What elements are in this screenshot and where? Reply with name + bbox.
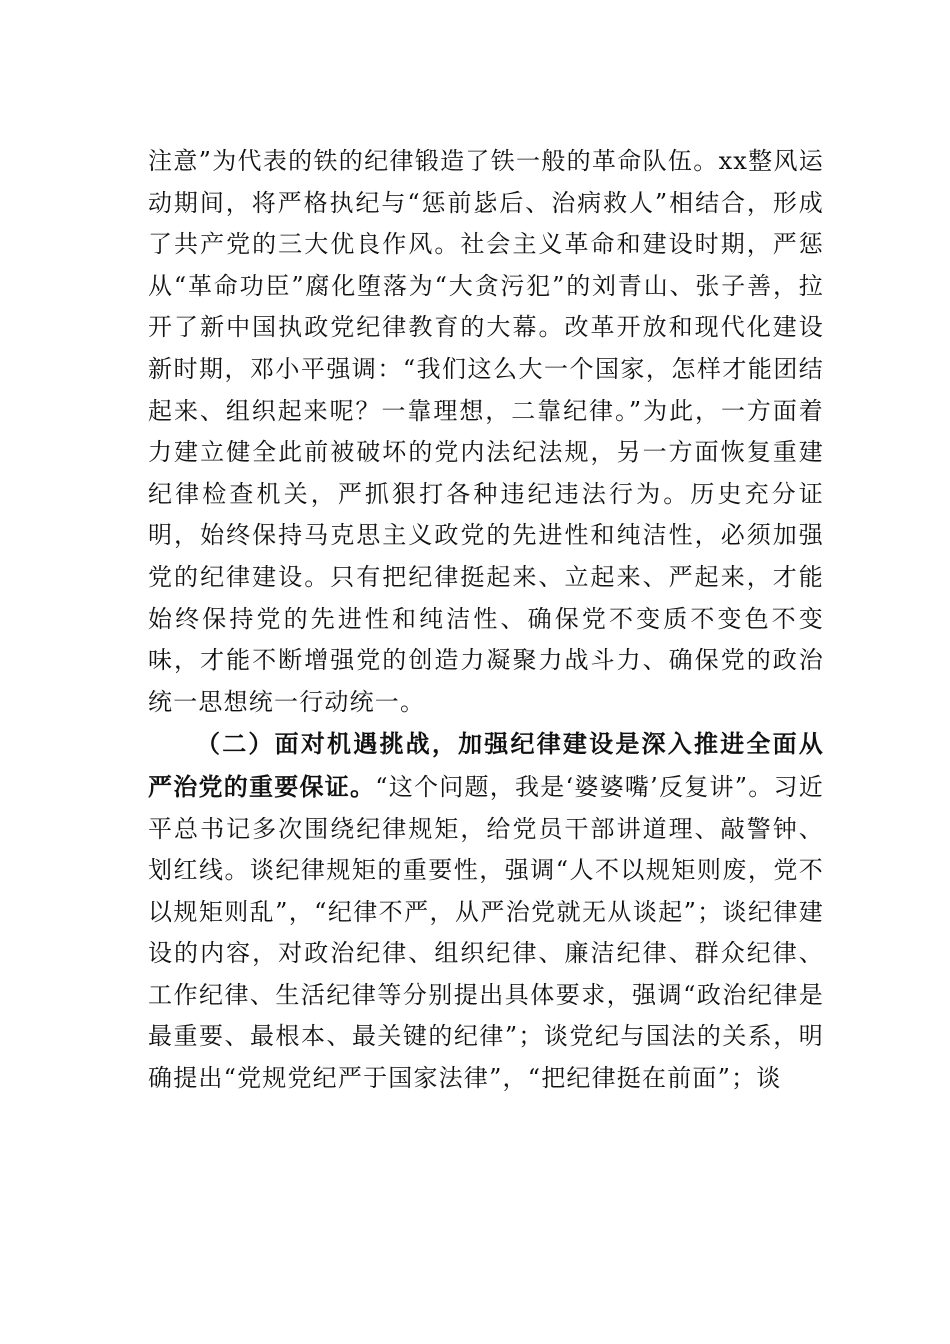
paragraph-section-two (148, 723, 824, 1099)
section-body-text: “这个问题，我是‘婆婆嘴’反复讲”。习近平总书记多次围绕纪律规矩，给党员干部讲道理、敲警钟、划红线。谈纪律规矩的重要性，强调“人不以规矩则废，党不以规矩则乱”，“纪律不严，从严治党就无从谈起”；谈纪律建设的内容，对政治纪律、组织纪律、廉洁纪律、群众纪律、工作纪律、生活纪律等分别提出具体要求，强调“政治纪律是最重要、最根本、最关键的纪律”；谈党纪与国法的关系，明确提出“党规党纪严于国家法律”，“把纪律挺在前面”；谈 (148, 772, 824, 1093)
paragraph-history-discipline: 注意”为代表的铁的纪律锻造了铁一般的革命队伍。xx整风运动期间，将严格执纪与“惩前毖后、治病救人”相结合，形成了共产党的三大优良作风。社会主义革命和建设时期，严惩从“革命功臣”腐化堕落为“大贪污犯”的刘青山、张子善，拉开了新中国执政党纪律教育的大幕。改革开放和现代化建设新时期，邓小平强调：“我们这么大一个国家，怎样才能团结起来、组织起来呢？一靠理想，二靠纪律。”为此，一方面着力建立健全此前被破坏的党内法纪法规，另一方面恢复重建纪律检查机关，严抓狠打各种违纪违法行为。历史充分证明，始终保持马克思主义政党的先进性和纯洁性，必须加强党的纪律建设。只有把纪律挺起来、立起来、严起来，才能始终保持党的先进性和纯洁性、确保党不变质不变色不变味，才能不断增强党的创造力凝聚力战斗力、确保党的政治统一思想统一行动统一。 (148, 147, 824, 716)
section-heading: （二）面对机遇挑战，加强纪律建设是深入推进全面从严治党的重要保证。 (148, 729, 824, 801)
document-body (148, 141, 824, 1100)
